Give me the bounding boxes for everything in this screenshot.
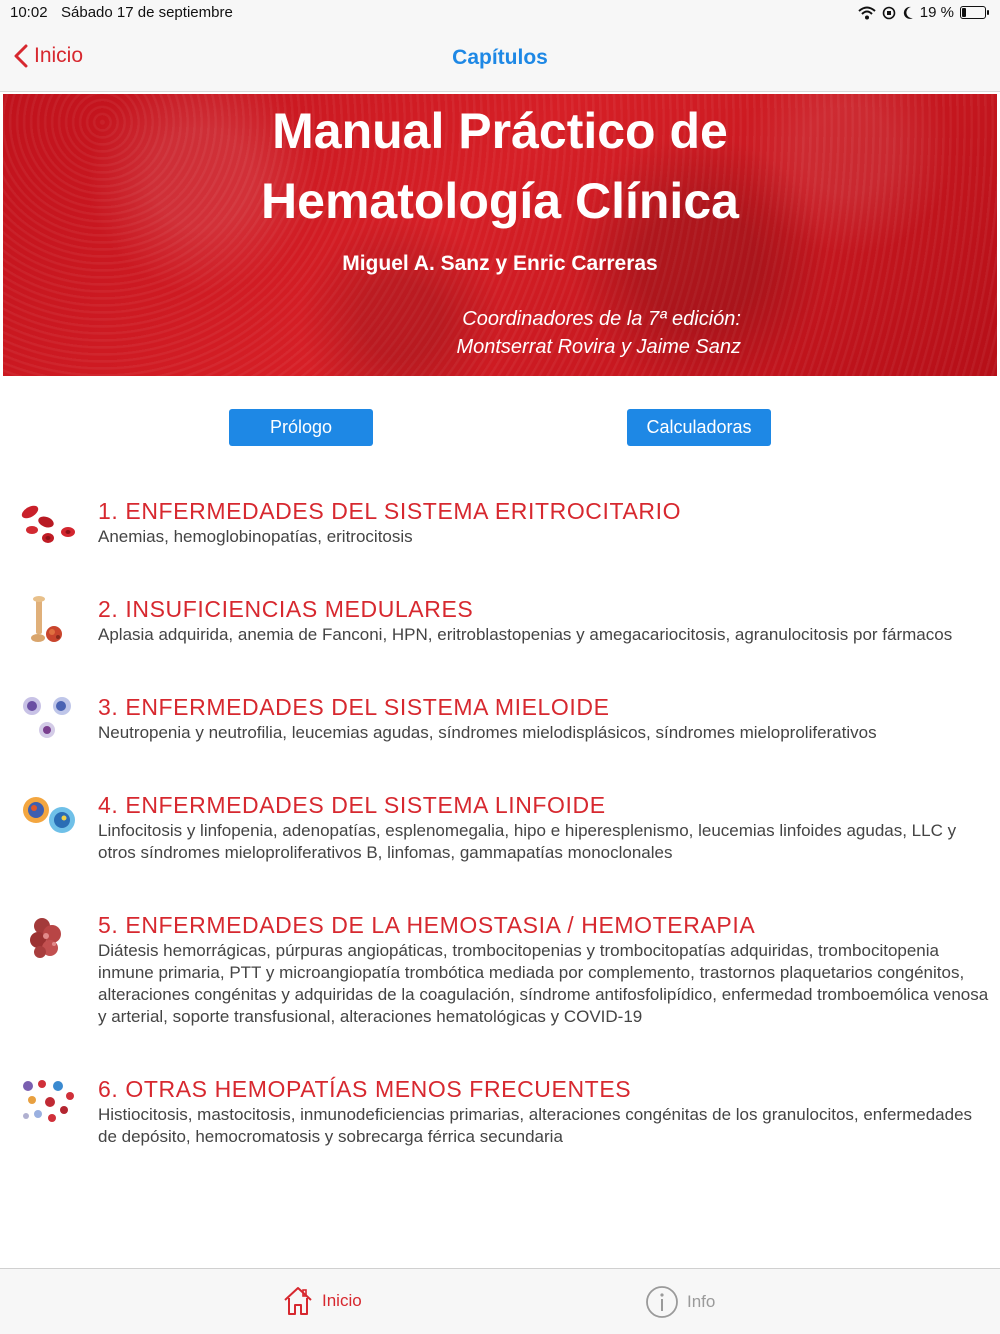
orientation-lock-icon <box>882 6 896 20</box>
chapter-description: Anemias, hemoglobinopatías, eritrocitosis <box>98 527 413 546</box>
chapter-title: 5. ENFERMEDADES DE LA HEMOSTASIA / HEMOTERAPIA <box>98 912 756 938</box>
book-authors: Miguel A. Sanz y Enric Carreras <box>342 252 658 275</box>
myeloid-cells-icon <box>16 694 80 748</box>
chapter-description: Aplasia adquirida, anemia de Fanconi, HPN, eritroblastopenias y amegacariocitosis, agranulocitosis por fármacos <box>98 625 953 644</box>
page-title: Capítulos <box>452 46 548 69</box>
back-button-label: Inicio <box>34 44 84 67</box>
chapter-title: 4. ENFERMEDADES DEL SISTEMA LINFOIDE <box>98 792 606 818</box>
book-coordinators-label: Coordinadores de la 7ª edición: <box>462 308 741 330</box>
book-title-line2: Hematología Clínica <box>261 173 739 229</box>
book-coordinators-names: Montserrat Rovira y Jaime Sanz <box>456 336 741 358</box>
book-title-line1: Manual Práctico de <box>272 103 728 159</box>
chapter-description: Neutropenia y neutrofilia, leucemias agudas, síndromes mielodisplásicos, síndromes mieloproliferativos <box>98 723 877 742</box>
info-icon <box>645 1285 679 1319</box>
chapter-title: 3. ENFERMEDADES DEL SISTEMA MIELOIDE <box>98 694 610 720</box>
wifi-icon <box>858 6 876 20</box>
blood-clot-icon <box>16 912 80 966</box>
status-time: 10:02 <box>10 4 48 21</box>
mixed-cells-icon <box>16 1076 80 1130</box>
chapter-5[interactable] <box>0 910 1000 1036</box>
status-bar <box>0 0 1000 26</box>
chapter-4[interactable] <box>0 790 1000 872</box>
status-date: Sábado 17 de septiembre <box>61 4 233 21</box>
battery-percent: 19 % <box>919 4 954 21</box>
tab-bar <box>0 1268 1000 1334</box>
bone-marrow-icon <box>16 594 80 648</box>
tab-info[interactable] <box>645 1285 715 1319</box>
battery-level <box>962 8 966 17</box>
chapter-3[interactable] <box>0 692 1000 752</box>
moon-icon <box>902 6 914 20</box>
lymphoid-cells-icon <box>16 792 80 846</box>
status-indicators <box>858 4 986 21</box>
home-icon <box>282 1285 314 1317</box>
chapter-title: 2. INSUFICIENCIAS MEDULARES <box>98 596 474 622</box>
chapter-description: Diátesis hemorrágicas, púrpuras angiopáticas, trombocitopenias y trombocitopatías adquiridas, trombocitopenia inmune primaria, PTT y microangiopatía trombótica mediada por complemento, trastornos plaquetarios congénitos, alteraciones congénitas y adquiridas de la coagulación, síndrome antifosfolipídico, enfermedad tromboemólica venosa y arterial, soporte transfusional, alteraciones hematológicas y COVID-19 <box>98 941 989 1026</box>
battery-icon <box>960 6 986 19</box>
calculadoras-button[interactable]: Calculadoras <box>627 409 771 446</box>
prologo-button[interactable]: Prólogo <box>229 409 373 446</box>
chapter-2[interactable] <box>0 594 1000 654</box>
navigation-bar <box>0 26 1000 92</box>
chapter-1[interactable] <box>0 496 1000 556</box>
chapter-title: 6. OTRAS HEMOPATÍAS MENOS FRECUENTES <box>98 1076 632 1102</box>
tab-info-label: Info <box>687 1292 716 1311</box>
chapter-description: Histiocitosis, mastocitosis, inmunodeficiencias primarias, alteraciones congénitas de los granulocitos, enfermedades de depósito, hemocromatosis y sobrecarga férrica secundaria <box>98 1105 973 1146</box>
book-cover-banner <box>3 94 997 376</box>
chapter-title: 1. ENFERMEDADES DEL SISTEMA ERITROCITARIO <box>98 498 682 524</box>
chapter-description: Linfocitosis y linfopenia, adenopatías, esplenomegalia, hipo e hiperesplenismo, leucemias linfoides agudas, LLC y otros síndromes mieloproliferativos B, linfomas, gammapatías monoclonales <box>98 821 957 862</box>
tab-inicio[interactable] <box>282 1285 362 1317</box>
chapter-6[interactable] <box>0 1074 1000 1156</box>
tab-inicio-label: Inicio <box>322 1291 362 1310</box>
red-blood-cells-icon <box>16 500 80 554</box>
